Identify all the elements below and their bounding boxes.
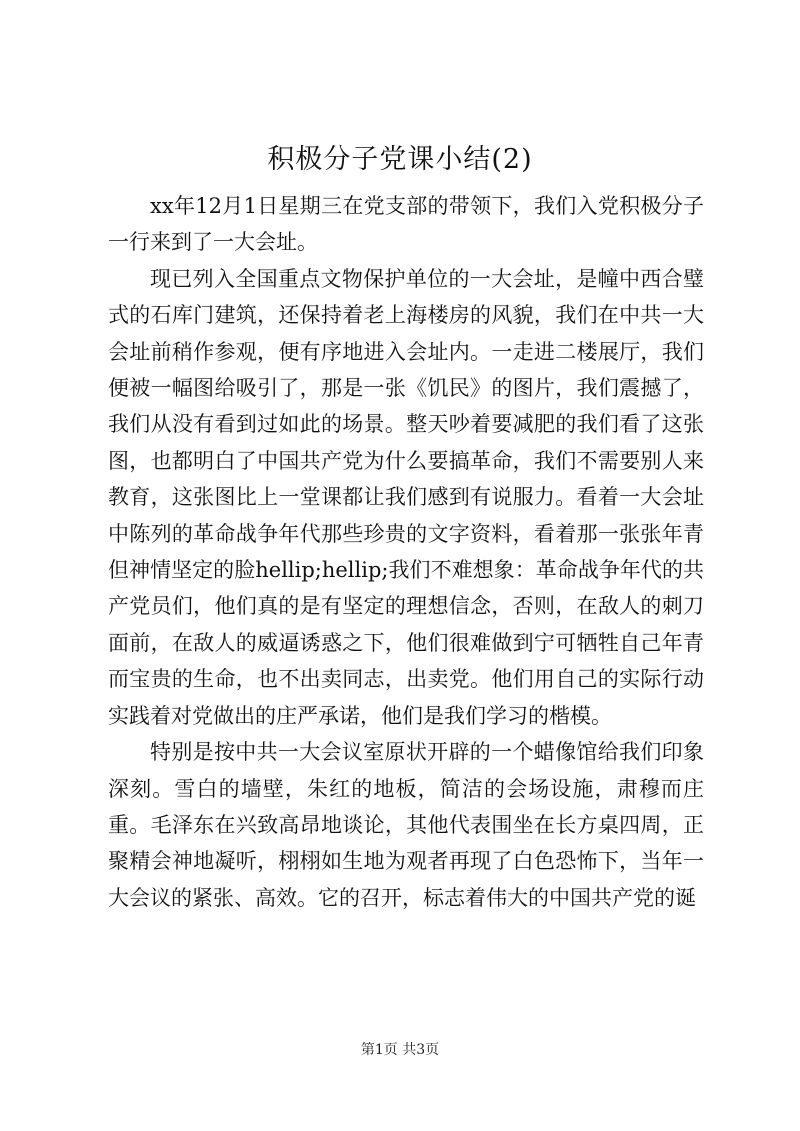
paragraph-3: 特别是按中共一大会议室原状开辟的一个蜡像馆给我们印象深刻。雪白的墙壁，朱红的地板，简洁的会场设施，肃穆而庄重。毛泽东在兴致高昂地谈论，其他代表围坐在长方桌四周，正聚精会神地凝听，栩栩如生地为观者再现了白色恐怖下，当年一大会议的紧张、高效。它的召开，标志着伟大的中国共产党的诞 <box>108 740 704 910</box>
document-body <box>108 188 704 916</box>
document-title: 积极分子党课小结(2) <box>267 144 533 175</box>
paragraph-1: xx年12月1日星期三在党支部的带领下，我们入党积极分子一行来到了一大会址。 <box>108 194 704 255</box>
page-footer: 第1页 共3页 <box>360 1042 440 1058</box>
paragraph-2: 现已列入全国重点文物保护单位的一大会址，是幢中西合璧式的石库门建筑，还保持着老上海楼房的风貌，我们在中共一大会址前稍作参观，便有序地进入会址内。一走进二楼展厅，我们便被一幅图给吸引了，那是一张《饥民》的图片，我们震撼了，我们从没有看到过如此的场景。整天吵着要减肥的我们看了这张图，也都明白了中国共产党为什么要搞革命，我们不需要别人来教育，这张图比上一堂课都让我们感到有说服力。看着一大会址中陈列的革命战争年代那些珍贵的文字资料，看着那一张张年青但神情坚定的脸hellip;hellip;我们不难想象：革命战争年代的共产党员们，他们真的是有坚定的理想信念，否则，在敌人的刺刀面前，在敌人的威逼诱惑之下，他们很难做到宁可牺牲自己年青而宝贵的生命，也不出卖同志，出卖党。他们用自己的实际行动实践着对党做出的庄严承诺，他们是我们学习的楷模。 <box>108 266 704 728</box>
